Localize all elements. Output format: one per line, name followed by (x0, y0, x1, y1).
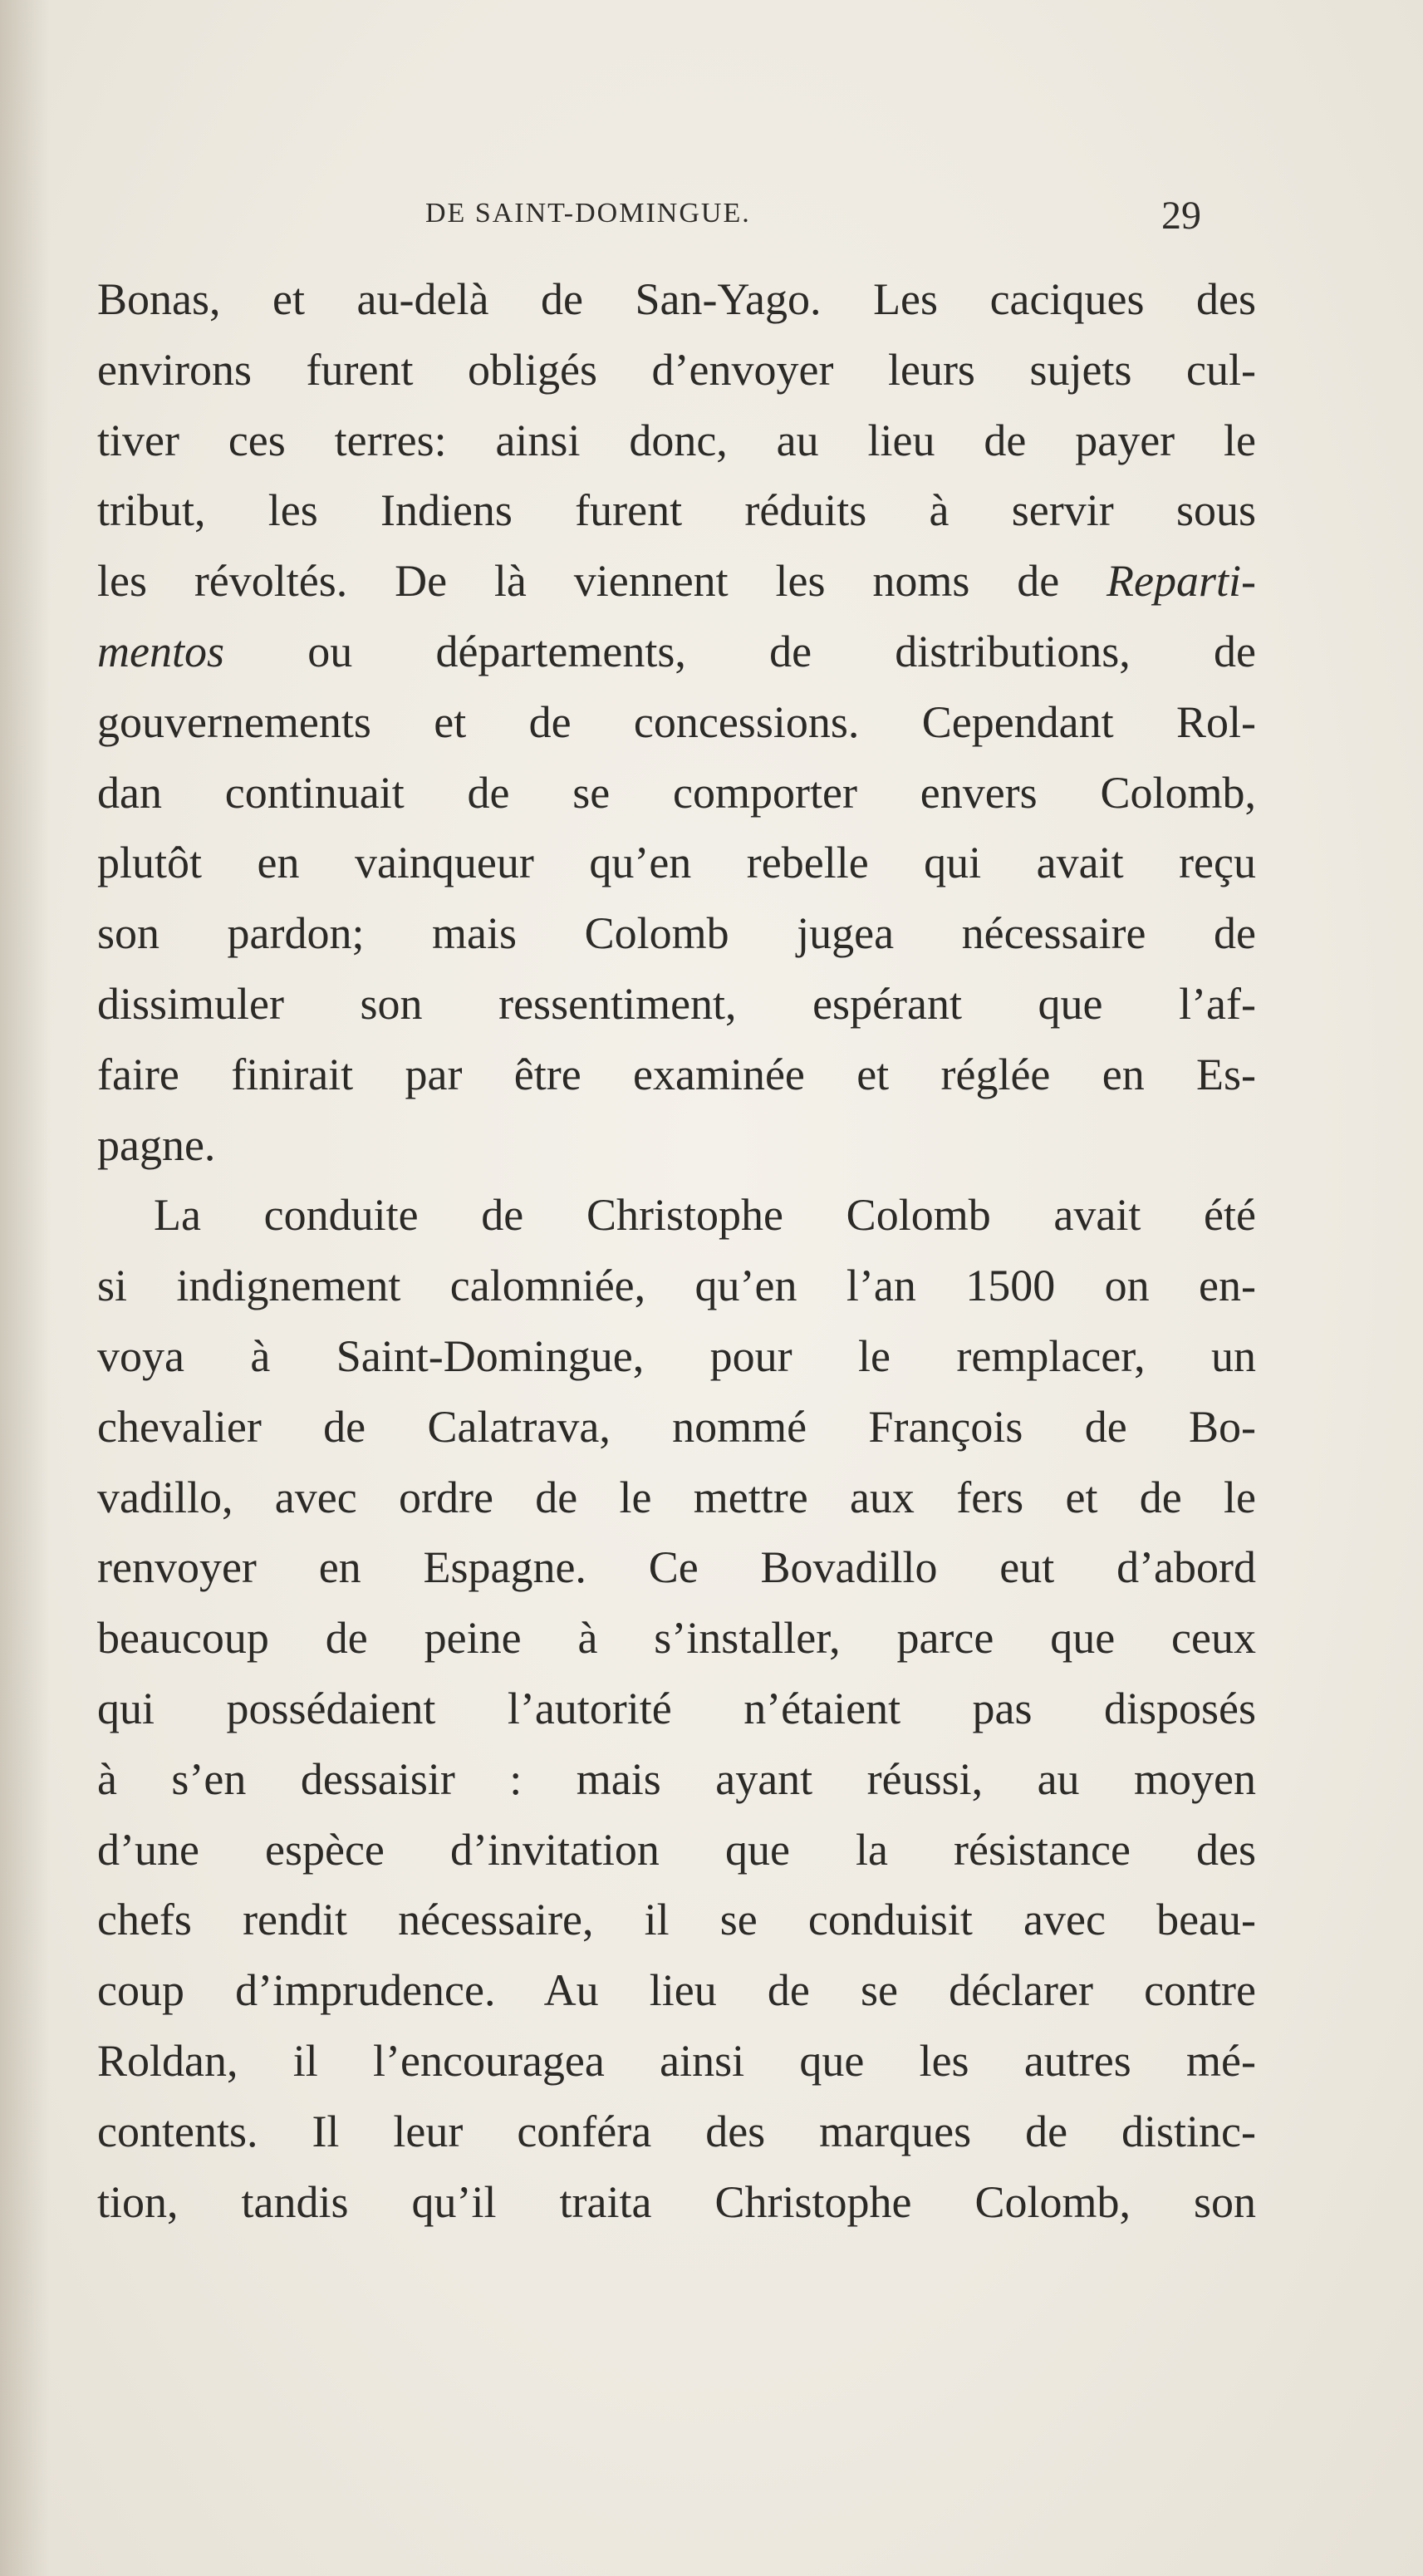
text-line: chevalier de Calatrava, nommé François de Bo- (97, 1401, 1256, 1452)
text-line: coup d’imprudence. Au lieu de se déclarer contre (97, 1965, 1256, 2016)
text-line (97, 617, 1256, 687)
text-line: d’une espèce d’invitation que la résistance des (97, 1824, 1256, 1875)
text-line: si indignement calomniée, qu’en l’an 1500 on en- (97, 1261, 1256, 1311)
text-line: à s’en dessaisir : mais ayant réussi, au moyen (97, 1753, 1256, 1804)
text-line: plutôt en vainqueur qu’en rebelle qui avait reçu (97, 838, 1256, 888)
text-line: tiver ces terres: ainsi donc, au lieu de payer le (97, 415, 1256, 465)
text-line: Roldan, il l’encouragea ainsi que les autres mé- (97, 2035, 1256, 2086)
text-line: La conduite de Christophe Colomb avait été (154, 1190, 1256, 1241)
text-segment: les révoltés. De là viennent les noms de (97, 556, 1060, 607)
text-line: Bonas, et au-delà de San-Yago. Les caciques des (97, 274, 1256, 324)
running-head: DE SAINT-DOMINGUE. (425, 198, 751, 229)
italic-term: mentos (97, 626, 224, 676)
text-line: tribut, les Indiens furent réduits à servir sous (97, 485, 1256, 536)
gutter-shadow (0, 0, 50, 2576)
text-line: gouvernements et de concessions. Cependant Rol- (97, 696, 1256, 747)
text-line: voya à Saint-Domingue, pour le remplacer, un (97, 1330, 1256, 1381)
page-number: 29 (1161, 194, 1201, 238)
text-line: chefs rendit nécessaire, il se conduisit avec beau- (97, 1895, 1256, 1945)
text-line: environs furent obligés d’envoyer leurs sujets cul- (97, 344, 1256, 395)
text-line: dissimuler son ressentiment, espérant que l’af- (97, 978, 1256, 1029)
page-header (0, 194, 1423, 248)
text-line: qui possédaient l’autorité n’étaient pas disposés (97, 1683, 1256, 1733)
text-line: son pardon; mais Colomb jugea nécessaire de (97, 908, 1256, 959)
text-line: vadillo, avec ordre de le mettre aux fers et de le (97, 1472, 1256, 1522)
text-line: faire finirait par être examinée et réglée en Es- (97, 1049, 1256, 1099)
text-line: tion, tandis qu’il traita Christophe Colomb, son (97, 2176, 1256, 2227)
text-line: renvoyer en Espagne. Ce Bovadillo eut d’abord (97, 1542, 1256, 1593)
text-line (97, 546, 1256, 617)
text-segment: ou départements, de distributions, de (307, 626, 1256, 676)
italic-term: Reparti- (1107, 556, 1256, 607)
text-line: contents. Il leur conféra des marques de distinc- (97, 2106, 1256, 2156)
text-line: dan continuait de se comporter envers Colomb, (97, 767, 1256, 818)
text-line: pagne. (97, 1119, 216, 1170)
body-text (97, 264, 1256, 2237)
text-line: beaucoup de peine à s’installer, parce que ceux (97, 1613, 1256, 1664)
